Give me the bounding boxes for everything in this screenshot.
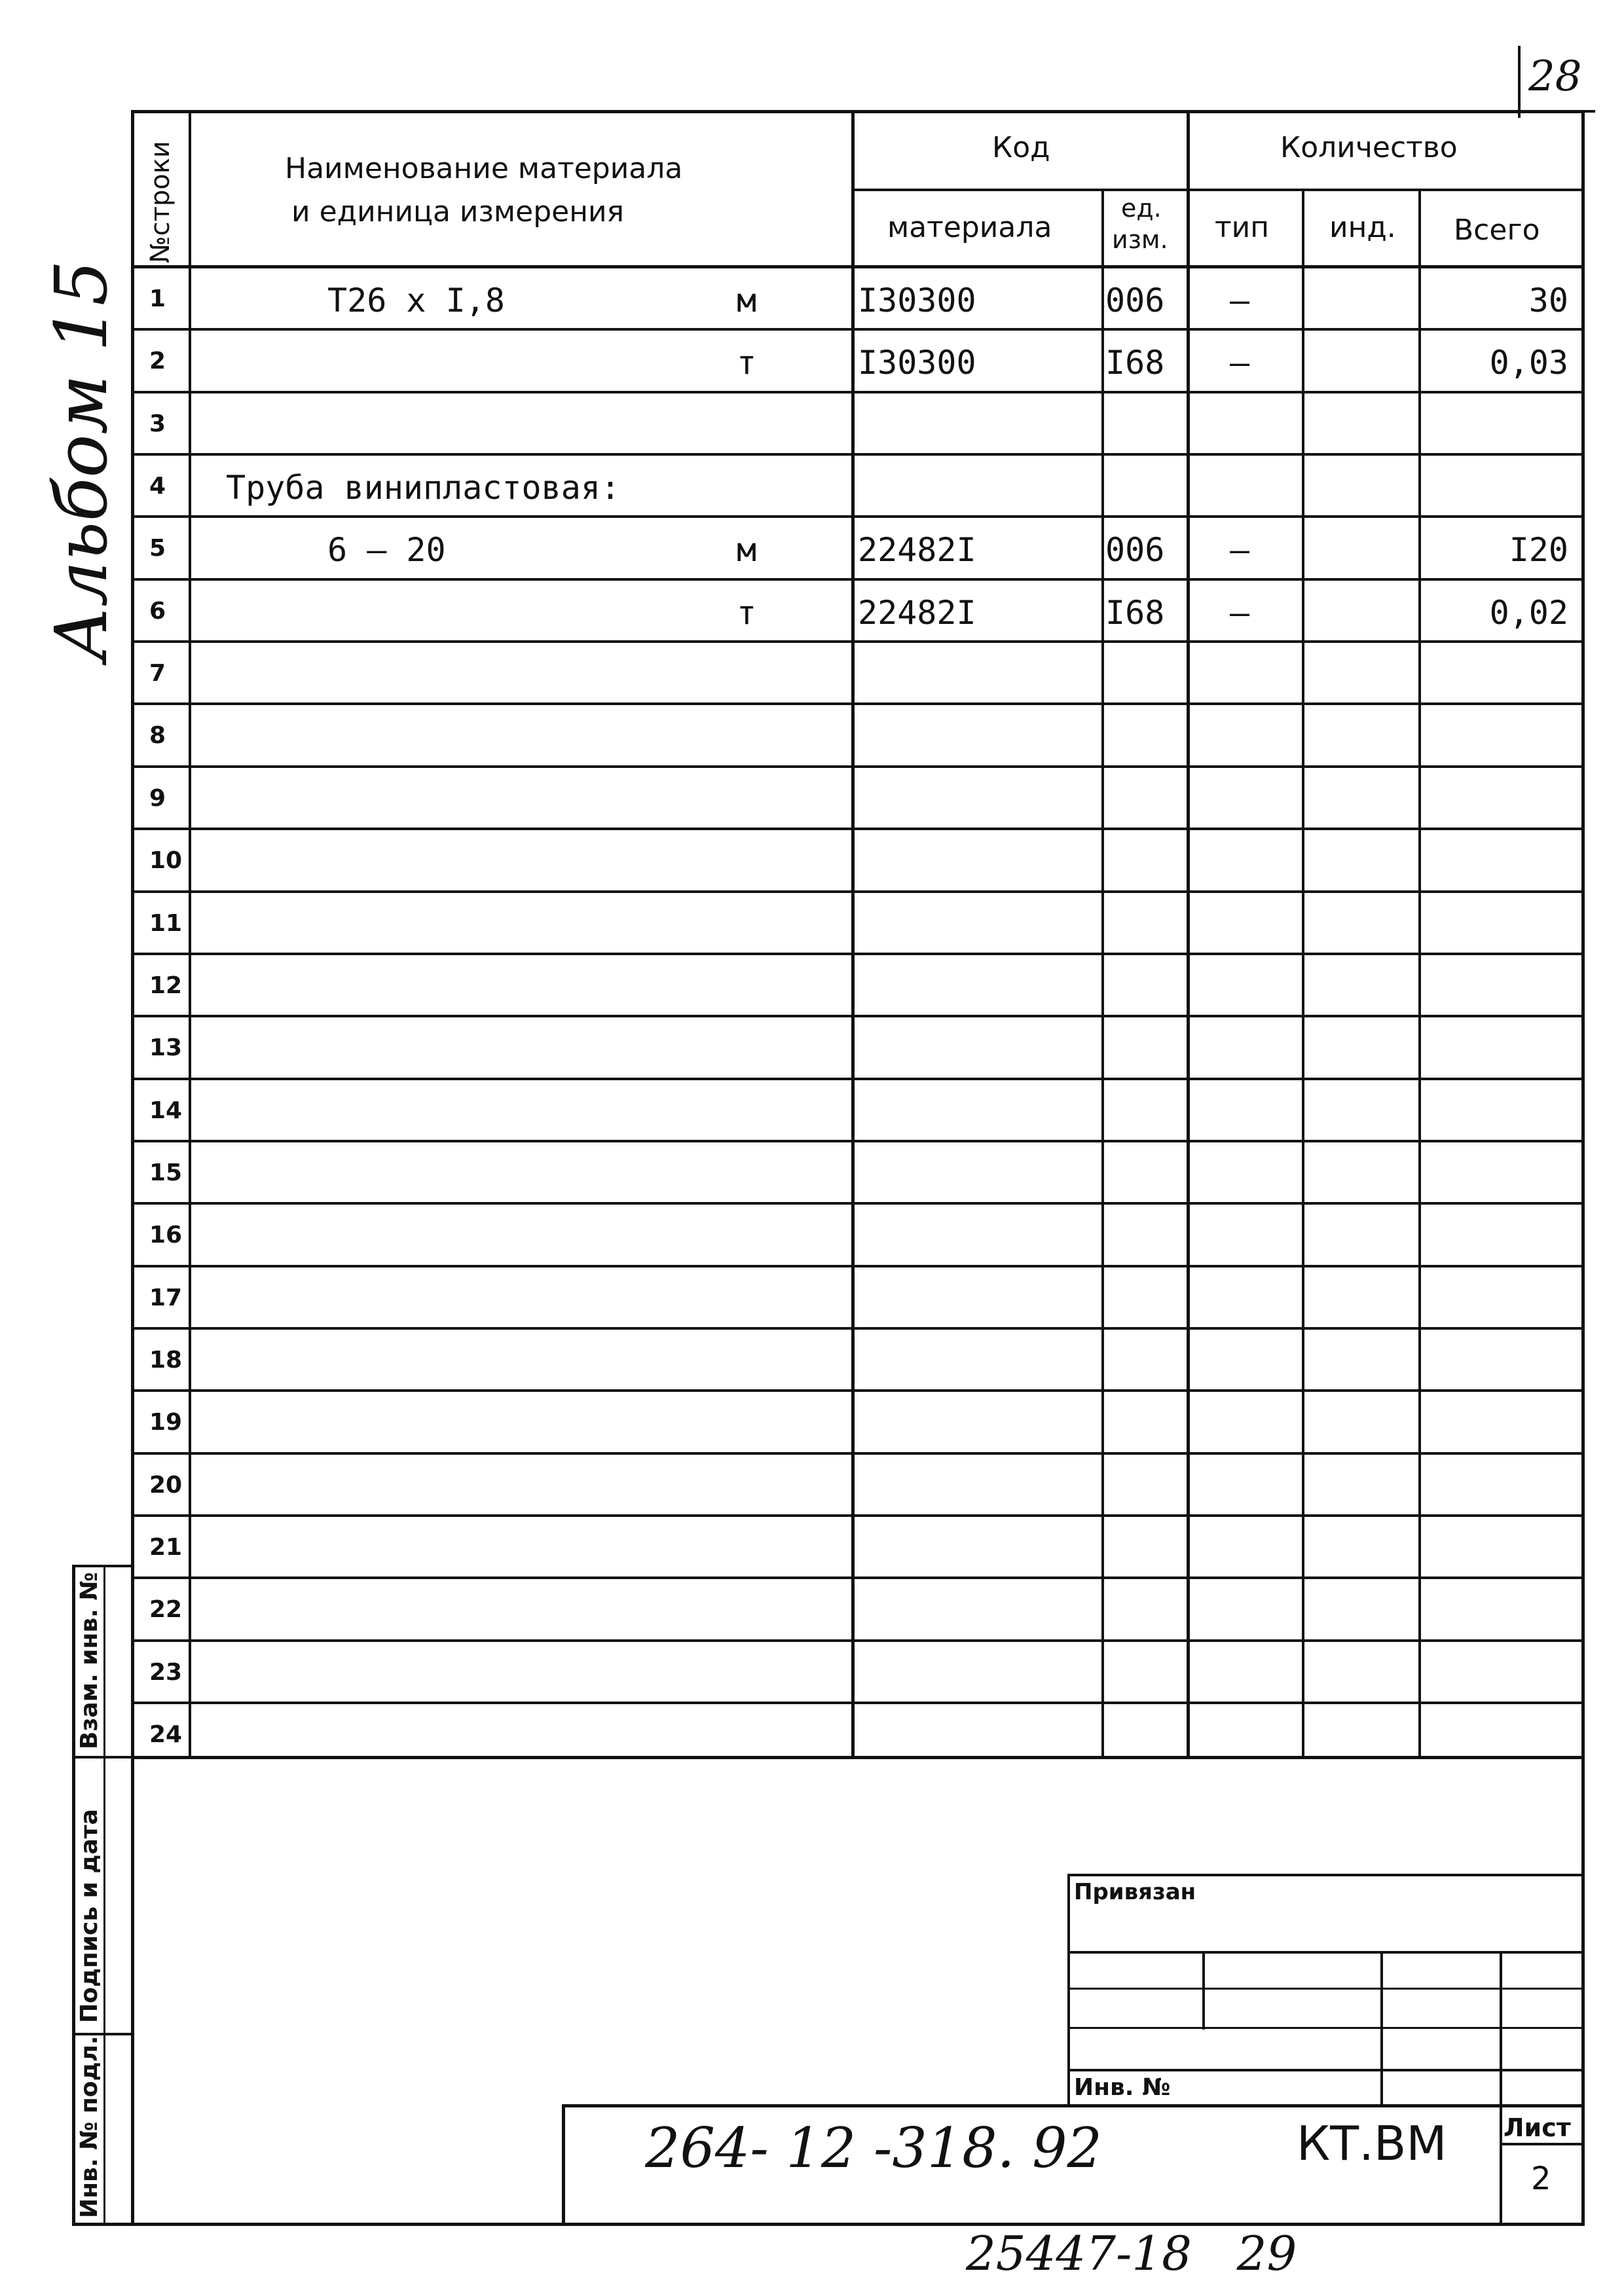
bottom-note: 25447-18 29 <box>966 2226 1297 2281</box>
header-total: Всего <box>1454 213 1540 247</box>
document-mark: КТ.ВМ <box>1297 2116 1447 2171</box>
header-type: тип <box>1215 211 1269 244</box>
cell-type: – <box>1230 594 1250 632</box>
cell-unit-letter: м <box>737 282 757 319</box>
album-note: Альбом 15 <box>39 260 123 661</box>
cell-total: 0,03 <box>1489 344 1568 382</box>
list-number: 2 <box>1531 2160 1551 2197</box>
row-number: 2 <box>149 348 166 374</box>
document-code: 264- 12 -318. 92 <box>645 2116 1103 2180</box>
cell-total: 30 <box>1528 282 1568 319</box>
cell-unit-code: I68 <box>1105 344 1165 382</box>
header-code: Код <box>992 131 1050 164</box>
cell-name: 6 – 20 <box>327 531 446 569</box>
row-number: 20 <box>149 1472 183 1499</box>
row-number: 13 <box>149 1034 183 1061</box>
row-number: 22 <box>149 1596 183 1623</box>
row-number: 6 <box>149 598 166 625</box>
header-name: Наименование материала <box>285 152 683 185</box>
cell-unit-code: 006 <box>1105 531 1165 569</box>
cell-material-code: I30300 <box>858 282 976 319</box>
row-number: 16 <box>149 1222 183 1248</box>
row-number: 8 <box>149 722 166 749</box>
row-number: 9 <box>149 785 166 812</box>
inv-podl-label: Инв. № подл. <box>76 2035 103 2218</box>
cell-type: – <box>1230 344 1250 382</box>
inv-no-label: Инв. № <box>1074 2074 1171 2101</box>
row-number: 1 <box>149 285 166 312</box>
row-number: 17 <box>149 1285 183 1311</box>
privyazan-label: Привязан <box>1074 1879 1196 1905</box>
cell-unit-letter: м <box>737 531 757 569</box>
header-ind: инд. <box>1329 211 1396 244</box>
row-number: 15 <box>149 1159 183 1186</box>
cell-material-code: 22482I <box>858 531 976 569</box>
header-quantity: Количество <box>1280 131 1458 164</box>
row-number: 23 <box>149 1659 183 1686</box>
page-number-divider <box>1518 46 1521 118</box>
row-number: 21 <box>149 1534 183 1561</box>
cell-name: Т26 х I,8 <box>327 282 505 319</box>
page-number: 28 <box>1528 52 1582 101</box>
cell-material-code: 22482I <box>858 594 976 632</box>
row-number: 24 <box>149 1721 183 1748</box>
cell-unit-letter: т <box>737 344 757 382</box>
cell-unit-letter: т <box>737 594 757 632</box>
row-number: 3 <box>149 410 166 437</box>
row-number: 7 <box>149 660 166 687</box>
cell-type: – <box>1230 531 1250 569</box>
cell-total: I20 <box>1509 531 1568 569</box>
cell-material-code: I30300 <box>858 344 976 382</box>
row-number: 11 <box>149 910 183 937</box>
cell-type: – <box>1230 282 1250 319</box>
cell-total: 0,02 <box>1489 594 1568 632</box>
row-number: 18 <box>149 1347 183 1374</box>
row-number: 5 <box>149 535 166 562</box>
cell-unit-code: I68 <box>1105 594 1165 632</box>
header-unit-2: изм. <box>1112 225 1168 254</box>
header-material: материала <box>887 211 1052 244</box>
podpis-data-label: Подпись и дата <box>76 1809 103 2023</box>
row-number: 12 <box>149 972 183 999</box>
header-row-no: №строки <box>145 141 175 263</box>
list-label: Лист <box>1504 2113 1571 2142</box>
cell-name: Труба винипластовая: <box>226 469 621 507</box>
cell-unit-code: 006 <box>1105 282 1165 319</box>
vzam-inv-label: Взам. инв. № <box>76 1572 103 1749</box>
row-number: 4 <box>149 473 166 500</box>
header-unit: ед. <box>1121 194 1162 223</box>
header-name-2: и единица измерения <box>291 195 625 228</box>
row-number: 10 <box>149 847 183 874</box>
row-number: 14 <box>149 1097 183 1124</box>
row-number: 19 <box>149 1409 183 1436</box>
